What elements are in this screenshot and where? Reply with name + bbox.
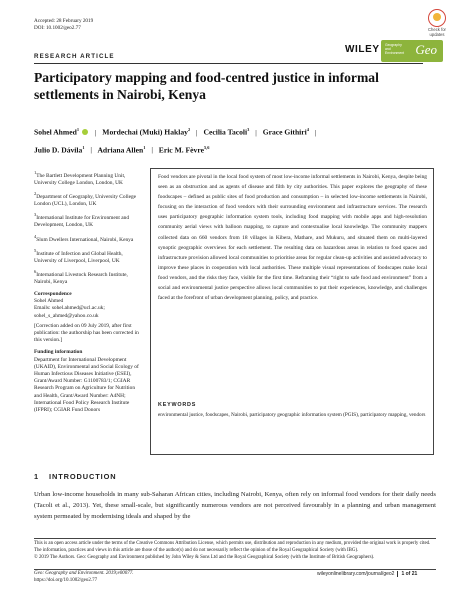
publisher-logo: WILEY	[345, 44, 380, 55]
update-icon	[428, 9, 446, 27]
correspondence-emails[interactable]: Emails: sohel.ahmed@ucl.ac.uk; sohel_s_ahmed@yahoo.co.uk	[34, 305, 105, 319]
keywords-text: environmental justice, foodscapes, Nairobi, participatory geographic information system (PGIS), participatory mapping, vendors	[158, 412, 426, 418]
section-number: 1	[34, 472, 40, 481]
author-separator: |	[196, 127, 198, 137]
funding-heading: Funding information	[34, 349, 83, 356]
author-name[interactable]: Grace Githiri	[262, 127, 307, 137]
article-type: RESEARCH ARTICLE	[34, 53, 115, 60]
author-name[interactable]: Mordechai (Muki) Haklay	[102, 127, 188, 137]
author-separator: |	[90, 145, 92, 155]
author-separator: |	[94, 127, 97, 137]
footer-site[interactable]: wileyonlinelibrary.com/journal/geo2	[317, 571, 395, 577]
author-affil-sup: 3	[247, 127, 250, 132]
affiliation: $^2$Department of Geography, University College London (UCL), London, UK	[34, 191, 137, 208]
section-title: INTRODUCTION	[49, 472, 117, 481]
author-list	[34, 122, 434, 157]
correspondence-heading: Correspondence	[34, 291, 72, 298]
affiliation: $^3$International Institute for Environment and Development, London, UK	[34, 212, 130, 229]
abstract-text: Food vendors are pivotal in the local food system of most low-income informal settlements in Nairobi, Kenya, despite being seen as an obstruction and as agents of disease and filth by city authorities. This paper explores the geography of these foodscapes – defined as public sites of food production and consumption – in selected low-income settlements in Nairobi, focusing on the interaction of food vendors with their surrounding environment and infrastructure services. The research uses participatory geographic information system tools, including food mapping with mobile apps and high-resolution community aerial views with balloon mapping, to capture and contextualise local knowledge. The community mappers collected data on 660 vendors from 18 villages in Kibera, Mathare, and Mukuru, and situated them on multi-layered synoptic geographic overviews for each settlement. The resulting data on hazardous areas in relation to food spaces and infrastructure provision allowed local communities to prioritise areas for regular clean-up activities and assisted advocacy to improve these places in cooperation with local authorities. These multiple visual representations of foodscapes make local food vendors, and the risks they face, visible for the first time. Reframing their “right to safe food and environment” from a social and environmental justice perspective allows local communities to put their experiences, knowledge, and challenges faced at the forefront of urban development planning, policy, and practice.	[158, 174, 427, 302]
author-name[interactable]: Sohel Ahmed	[34, 127, 77, 137]
page-number: 1 of 21	[397, 571, 417, 577]
author-separator: |	[314, 127, 317, 137]
keywords-heading: KEYWORDS	[158, 402, 197, 408]
author-affil-sup: 4	[306, 127, 309, 132]
author-affil-sup: 5,6	[203, 144, 210, 150]
journal-logo	[381, 40, 443, 62]
accepted-date: Accepted: 28 February 2019	[34, 18, 94, 24]
author-affil-sup: 1	[76, 127, 80, 132]
footer-journal: Geo: Geography and Environment. 2019;e00077.	[34, 571, 134, 576]
footer-citation	[34, 571, 134, 585]
author-affil-sup: 1	[143, 144, 146, 150]
author-name[interactable]: Adriana Allen	[97, 145, 144, 155]
author-name[interactable]: Cecilia Tacoli	[203, 127, 248, 137]
affiliation: $^6$International Livestock Research Institute, Nairobi, Kenya	[34, 268, 128, 285]
notice-rule	[34, 538, 436, 539]
disclaimer-line: The information, practices and views in this article are those of the author(s) and do not necessarily reflect the opinion of the Royal Geographical Society (with IBG).	[34, 548, 359, 554]
journal-logo-title: Geo	[415, 42, 437, 57]
orcid-icon[interactable]	[82, 129, 88, 135]
correction-note: [Correction added on 09 July 2019, after first publication: the authorship has been corrected in this version.]	[34, 322, 139, 344]
license-notice	[34, 540, 436, 561]
journal-logo-subtitle: Geography and Environment	[385, 43, 405, 55]
copyright-line: © 2019 The Authors. Geo: Geography and Environment published by John Wiley & Sons Ltd and the Royal Geographical Society (with the Institute of British Geographers).	[34, 555, 375, 561]
section-heading	[34, 472, 116, 481]
affiliation: $^1$The Bartlett Development Planning Unit, University College London, London, UK	[34, 170, 126, 186]
funding-text: Department for International Development (UKAID), Environmental and Social Ecology of Human Infectious Diseases Initiative (ESEI), Grant/Award Number: G1100783/1; CGIAR Research Program on Agriculture for Nutrition and Health, Grant/Award Number: A4NH; International Food Policy Research Institute (IFPRI); CGIAR Fund Donors	[34, 356, 139, 414]
author-affil-sup: 2	[187, 127, 191, 132]
author-name[interactable]: Julio D. Dávila	[34, 145, 83, 155]
affiliation: $^5$Institute of Infection and Global Health, University of Liverpool, Liverpool, UK	[34, 247, 123, 264]
correspondence-name: Sohel Ahmed	[34, 298, 64, 305]
author-name[interactable]: Eric M. Fèvre	[158, 145, 204, 155]
body-text: Urban low-income households in many sub-Saharan African cities, including Nairobi, Kenya, often rely on informal food vendors for their daily needs (Tacoli et al., 2013). Yet, these small-scale, but significantly numerous vendors are not perceived favourably in a planning and urban management system permeated by modernising ideals and shaped by the	[34, 491, 436, 521]
footer-url[interactable]: https://doi.org/10.1002/geo2.77	[34, 577, 98, 583]
affiliations-column	[34, 169, 142, 417]
license-line: This is an open access article under the terms of the Creative Commons Attribution License, which permits use, distribution and reproduction in any medium, provided the original work is properly cited.	[34, 541, 431, 546]
affiliation: $^4$Slum Dwellers International, Nairobi, Kenya	[34, 233, 134, 243]
author-affil-sup: 1	[82, 144, 85, 150]
author-separator: |	[255, 127, 257, 137]
check-for-updates-badge[interactable]	[424, 9, 450, 39]
paper-title: Participatory mapping and food-centred justice in informal settlements in Nairobi, Kenya	[34, 70, 379, 102]
author-separator: |	[151, 145, 153, 155]
footer-right	[317, 571, 417, 577]
footer-rule	[34, 569, 436, 570]
badge-label: Check for updates	[428, 27, 446, 37]
doi-header: DOI: 10.1002/geo2.77	[34, 25, 81, 31]
header-rule	[34, 63, 423, 64]
